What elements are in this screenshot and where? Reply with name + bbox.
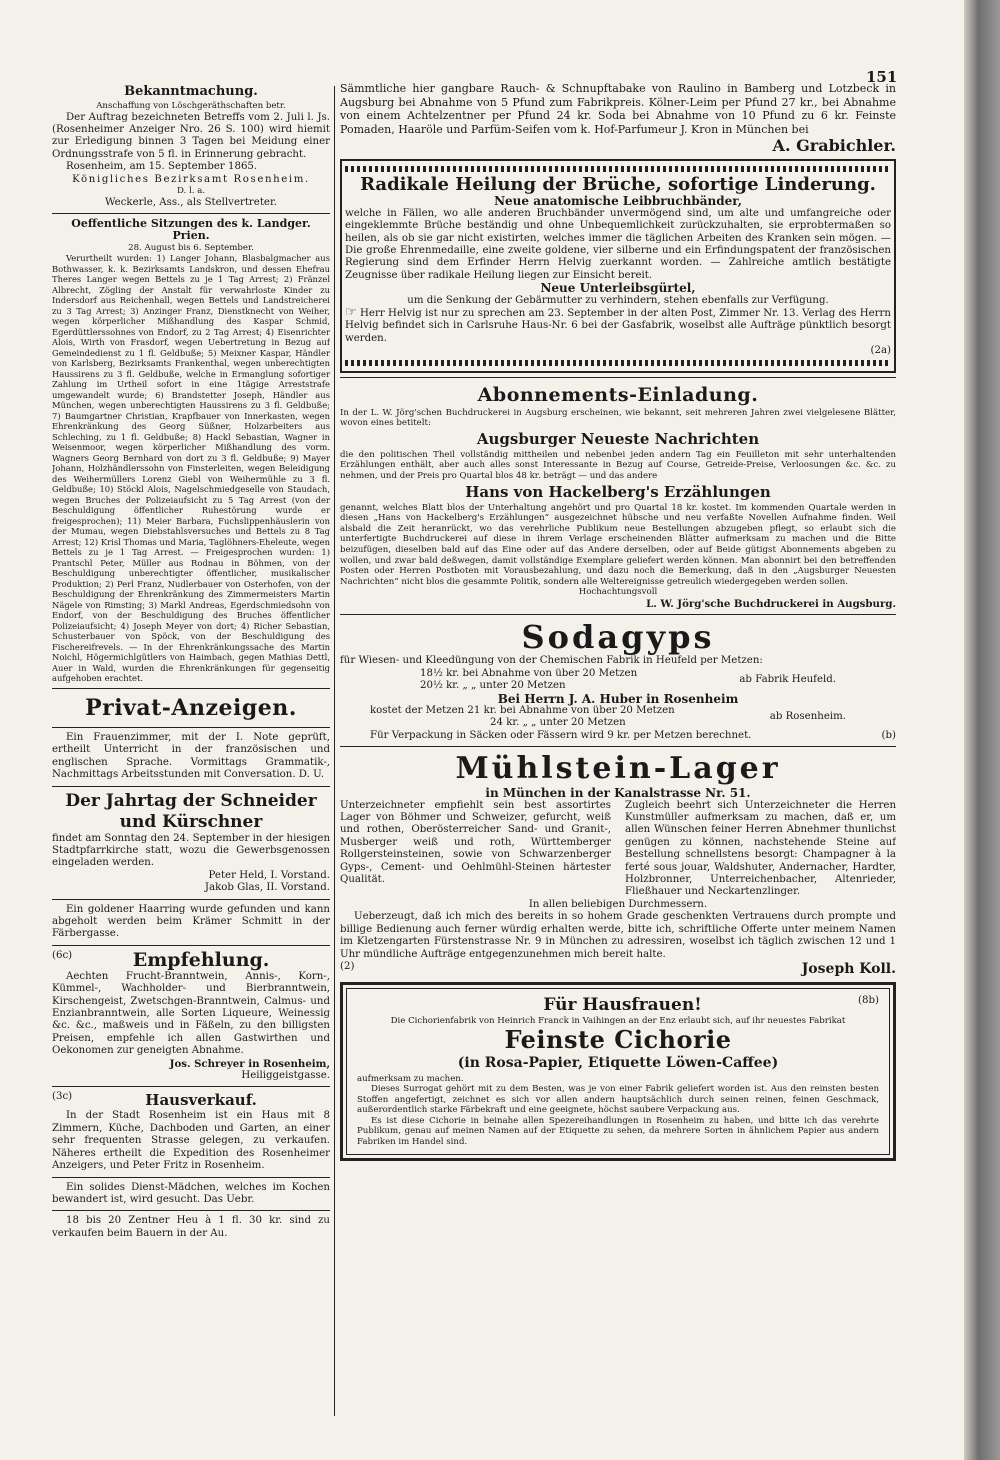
french-lessons-ad: Ein Frauenzimmer, mit der I. Note geprüft, ertheilt Unterricht in der französischen und englischen Sprache. Vormittags Grammatik-, Nachmittags Arbeitsstunden mit Conversation. D. U. [52,731,330,781]
soda-number: (b) [881,729,896,741]
divider [52,213,330,214]
haus-header [52,1091,330,1110]
cich-sub: (in Rosa-Papier, Etiquette Löwen-Caffee) [457,1054,779,1071]
sitz-body: Verurtheilt wurden: 1) Langer Johann, Blasbalgmacher aus Bothwasser, k. k. Bezirksamts Landskron, und dessen Ehefrau Theres Langer wegen Bettels zu je 1 Tag Arrest; 2) Fränzel Albrecht, Zögling der Anstalt für verwahrloste Kinder zu Indersdorf aus Reichenhall, wegen Bettels und Landstreicherei zu 3 Tag Arrest; 3) Anzinger Franz, Dienstknecht von Weiher, wegen körperlicher Mißhandlung des Kaspar Schmid, Egerdüttlerssohnes von Endorf, zu 2 Tag Arrest; 4) Eisenrichter Alois, Wirth von Frasdorf, wegen Uebertretung in Bezug auf Gemeindedienst zu 1 fl. Geldbuße; 5) Meixner Kaspar, Händler von Karlsberg, Bezirksamts Frankenthal, wegen unberechtigten Haussirens zu 3 fl. Geldbuße, welche in Ermanglung sofortiger Zahlung im Urtheil sofort in eine 1tägige Arreststrafe umgewandelt wurde; 6) Brandstetter Joseph, Händler aus München, wegen unberechtigten Haussirens zu 3 fl. Geldbuße; 7) Baumgartner Christian, Krapfbauer von Innerkasten, wegen Ehrenkränkung des Georg Süßner, Holzarbeiters aus Schleching, zu 1 fl. Geldbuße; 8) Hackl Sebastian, Wagner in Weisenmoor, wegen körperlicher Mißhandlung des vorm. Wagners Georg Bernhard von dort zu 3 fl. Geldbuße; 9) Mayer Johann, Holzhändlerssohn von Finsterleiten, wegen Beleidigung des Weihermüllers Lorenz Giebl von Weihermühle zu 3 fl. Geldbuße; 10) Stöckl Alois, Nagelschmiedgeselle von Staudach, wegen Bruches der Polizeiaufsicht zu 5 Tag Arrest (von der Beschuldigung öffentlicher Ruhestörung wurde er freigesprochen); 11) Meier Barbara, Fuchslippenhäuslerin von der Mumau, wegen Diebstahlsversuches und Bettels zu 8 Tag Arrest; 12) Krisl Thomas und Maria, Taglöhners-Eheleute, wegen Bettels zu je 1 Tag Arrest. — Freigesprochen wurden: 1) Prantschl Peter, Müller aus Rodnau in Böhmen, von der Beschuldigung unberechtigter öffentlicher, musikalischer Produktion; 2) Perl Franz, Nudlerbauer von Osterhofen, von der Beschuldigung der Ehrenkränkung des Zimmermeisters Martin Nägele von Rimsting; 3) Markl Andreas, Egerdschmiedsohn von Endorf, von der Beschuldigung des Bruches öffentlicher Polizeiaufsicht; 4) Joseph Meyer von dort; 4) Richer Sebastian, Schusterbauer von Spöck, von der Beschuldigung des Fischereifrevels. — In der Ehrenkränkungssache des Martin Noichl, Högermichlgütlers von Haimbach, gegen Mathias Dettl, Auer in Wald, wurden die Ehrenkränkungen für gegenseitig aufgehoben erachtet. [52,253,330,684]
bruch-body-3-wrap [345,307,891,345]
sitz-title: Oeffentliche Sitzungen des k. Landger. Prien. [71,217,311,243]
muehl-title: Mühlstein-Lager [455,751,781,787]
bek-office: Königliches Bezirksamt Rosenheim. [72,173,310,185]
ornament-border [345,360,891,366]
right-column [340,82,896,1432]
soda-price-block-1 [340,668,896,693]
soda-prices-1 [420,668,637,693]
soda-line-4: 24 kr. „ „ unter 20 Metzen [490,717,626,729]
bruch-number: (2a) [870,345,891,357]
tabak-body: Sämmtliche hier gangbare Rauch- & Schnupftabake von Raulino in Bamberg und Lotzbeck in Augsburg bei Abnahme von 5 Pfund zum Fabrikpreis. Kölner-Leim per Pfund 27 kr., bei Abnahme von einem Achtelzentner per Pfund 24 kr. Soda bei Abnahme von 10 Pfund zu 6 kr. Feinste Pomaden, Haaröle und Parfüm-Seifen vom k. Hof-Parfumeur J. Kron in München bei [340,82,896,136]
muehl-left: Unterzeichneter empfiehlt sein best assortirtes Lager von Böhmer und Schweizer, gefurcht, weiß und rothen, Oberösterreicher Sand- und Granit-, Musberger weiß und roth, Württemberger Rollgersteinsteinen, sowie von Schwarzenberger Gyps-, Cement- und Oehlmühl-Steinen härtester Qualität. [340,799,611,886]
pointing-hand-icon: ☞ [345,305,357,321]
muehl-sub: in München in der Kanalstrasse Nr. 51. [485,786,751,801]
column-rule [334,86,335,1416]
bek-subtitle: Anschaffung von Löschgeräthschaften betr. [96,101,286,111]
sitz-dates: 28. August bis 6. September. [128,242,254,253]
divider [52,688,330,689]
soda-price-block-2 [340,705,896,730]
ornament-border [345,166,891,172]
cich-body-2: Es ist diese Cichorie in beinahe allen Spezereihandlungen in Rosenheim zu haben, und bitte ich das verehrte Publikum, genau auf meinen Namen auf der Etiquette zu sehen, da mehrere Sorten in ähnlichem Papier aus andern Fabriken im Handel sind. [357,1115,879,1148]
soda-line-3: kostet der Metzen 21 kr. bei Abnahme von über 20 Metzen [370,705,675,716]
divider [340,746,896,747]
heu-ad: 18 bis 20 Zentner Heu à 1 fl. 30 kr. sind zu verkaufen beim Bauern in der Au. [52,1215,330,1239]
soda-line-2: 20½ kr. „ „ unter 20 Metzen [420,680,566,692]
tabak-sign: A. Grabichler. [772,136,896,156]
bruch-ad-box [340,159,896,372]
jahrtag-title-2: und Kürschner [119,811,263,832]
bek-sign: Weckerle, Ass., als Stellvertreter. [105,196,277,208]
bruch-body-3: Herr Helvig ist nur zu sprechen am 23. September in der alten Post, Zimmer Nr. 13. Verlag des Herrn Helvig befindet sich in Carlsruhe Haus-Nr. 6 bei der Gasfabrik, woselbst alle Aufträge pünktlich besorgt werden. [345,308,891,344]
muehl-number: (2) [340,960,355,972]
divider [52,899,330,900]
soda-line-1: 18½ kr. bei Abnahme von über 20 Metzen [420,667,638,679]
abo-intro: In der L. W. Jörg'schen Buchdruckerei in Augsburg erscheinen, wie bekannt, seit mehreren Jahren zwei vielgelesene Blätter, wovon eines betitelt: [340,407,896,429]
empf-sign-2: Heiliggeistgasse. [241,1070,330,1082]
divider [52,727,330,728]
haus-title: Hausverkauf. [145,1091,257,1110]
bruch-title: Radikale Heilung der Brüche, sofortige Linderung. [360,174,876,196]
divider [52,1177,330,1178]
abo-paper-2: Hans von Hackelberg's Erzählungen [465,482,771,501]
dienst-ad: Ein solides Dienst-Mädchen, welches im Kochen bewandert ist, wird gesucht. Das Uebr. [52,1181,330,1205]
haus-number: (3c) [52,1091,73,1103]
abo-title: Abonnements-Einladung. [477,383,759,406]
cich-haus-title: Für Hausfrauen! [543,994,702,1015]
divider [52,1210,330,1211]
jahrtag-title-1: Der Jahrtag der Schneider [65,790,317,811]
cich-title: Feinste Cichorie [504,1024,732,1054]
abo-paper-1: Augsburger Neueste Nachrichten [476,429,760,448]
haarring-ad: Ein goldener Haarring wurde gefunden und kann abgeholt werden beim Krämer Schmitt in der Färbergasse. [52,903,330,940]
soda-footer [340,730,896,742]
bruch-sub-2: Neue Unterleibsgürtel, [540,281,696,296]
divider [340,614,896,615]
cich-header [357,995,879,1016]
empf-header [52,950,330,971]
jahrtag-body: findet am Sonntag den 24. September in der hiesigen Stadtpfarrkirche statt, wozu die Gewerbsgenossen eingeladen werden. [52,832,330,869]
bek-date: Rosenheim, am 15. September 1865. [66,161,258,173]
soda-loc-1: ab Fabrik Heufeld. [739,673,836,685]
soda-loc-2: ab Rosenheim. [769,711,846,723]
empf-number: (6c) [52,949,73,961]
abo-body-2: genannt, welches Blatt blos der Unterhaltung angehört und pro Quartal 18 kr. kostet. Im kommenden Quartale werden in diesen „Hans von Hackelberg's Erzählungen“ ausgezeichnet hübsche und neu verfaßte Novellen Aufnahme finden. Weil alsbald die Zeit heranrückt, wo das verehrliche Publikum neue Bestellungen abzugeben pflegt, so erlaubt sich die unterfertigte Buchdruckerei auf diese in ihrem Verlage erscheinenden Blätter aufmerksam zu machen und die Bitte beizufügen, dieselben bald auf das Eine oder auf das Andere derselben, oder auf Beide gütigst Abonnements abgeben zu wollen, und zwar bald deßwegen, damit vollständige Exemplare geliefert werden können. Man abonnirt bei den betreffenden Posten oder Herren Postboten mit Vorausbezahlung, und dazu noch die Bemerkung, daß in den „Augsburger Neuesten Nachrichten“ nicht blos die gesammte Politik, sondern alle Weltereignisse getreulich wiedergegeben werden sollen. [340,502,896,587]
abo-sign: L. W. Jörg'sche Buchdruckerei in Augsburg. [646,597,896,610]
page-number: 151 [866,68,898,86]
jahrtag-sign-2: Jakob Glas, II. Vorstand. [204,882,330,894]
cich-body-1: Dieses Surrogat gehört mit zu dem Besten, was je von einer Fabrik geliefert worden ist. Aus den reinsten besten Stoffen angefertigt, zeichnet es sich vor allen andern hauptsächlich durch seinen reinen, feinen Geschmack, außerordentlich starke Färbekraft und eine geeignete, höchst saubere Verpackung aus. [357,1084,879,1116]
abo-body-1: die den politischen Theil vollständig mittheilen und nebenbei jeden andern Tag ein Feuilleton mit sehr unterhaltenden Erzählungen enthält, aber auch alles sonst Interessante in Bezug auf Course, Getreide-Preise, Verloosungen &c. &c. zu nehmen, und der Preis pro Quartal blos 48 kr. beträgt — und das andere [340,449,896,482]
bek-dla: D. l. a. [176,186,206,197]
bek-body: Der Auftrag bezeichneten Betreffs vom 2. Juli l. Js. (Rosenheimer Anzeiger Nro. 26 S. 100) wird hiemit zur Erledigung binnen 3 Tagen bei Meidung einer Ordnungsstrafe von 5 fl. in Erinnerung gebracht. [52,111,330,160]
cich-body-0: aufmerksam zu machen. [357,1073,464,1084]
cich-number: (8b) [858,994,879,1006]
muehl-sign: Joseph Koll. [801,960,896,977]
divider [340,377,896,378]
divider [52,1086,330,1087]
bruch-body-2: um die Senkung der Gebärmutter zu verhindern, stehen ebenfalls zur Verfügung. [407,294,829,306]
empf-title: Empfehlung. [132,948,270,971]
soda-intro: für Wiesen- und Kleedüngung von der Chemischen Fabrik in Heufeld per Metzen: [340,655,763,667]
soda-title: Sodagyps [521,618,715,657]
divider [52,945,330,946]
soda-body: Für Verpackung in Säcken oder Fässern wird 9 kr. per Metzen berechnet. [370,729,752,741]
muehl-footer [340,961,896,977]
empf-sign-1: Jos. Schreyer in Rosenheim, [169,1057,330,1070]
page-edge [964,0,1000,1460]
haus-body: In der Stadt Rosenheim ist ein Haus mit 8 Zimmern, Küche, Dachboden und Garten, an einer sehr frequenten Strasse gelegen, zu verkaufen. Näheres ertheilt die Expedition des Rosenheimer Anzeigers, und Peter Fritz in Rosenheim. [52,1110,330,1172]
soda-prices-2 [370,705,675,730]
muehl-body: Ueberzeugt, daß ich mich des bereits in so hohem Grade geschenkten Vertrauens durch prompte und billige Bedienung auch ferner würdig erhalten werde, bitte ich, schriftliche Offerte unter meinem Namen im Kletzengarten Fürstenstrasse Nr. 9 in München zu adressiren, woselbst ich täglich zwischen 12 und 1 Uhr mündliche Aufträge entgegenzunehmen mich bereit halte. [340,911,896,960]
jahrtag-sign-1: Peter Held, I. Vorstand. [208,869,330,881]
soda-huber: Bei Herrn J. A. Huber in Rosenheim [497,691,739,706]
bruch-sub: Neue anatomische Leibbruchbänder, [494,194,742,209]
cich-intro: Die Cichorienfabrik von Heinrich Franck in Vaihingen an der Enz erlaubt sich, auf ihr neuestes Fabrikat [390,1015,846,1026]
muehl-sizes: In allen beliebigen Durchmessern. [528,898,708,910]
empf-body: Aechten Frucht-Branntwein, Annis-, Korn-, Kümmel-, Wachholder- und Bierbranntwein, Kirschengeist, Zwetschgen-Branntwein, Calmus- und Enzianbranntwein, alle Sorten Liqueure, Weinessig &c. &c., maßweis und in Fäßeln, zu den billigsten Preisen, empfehle ich allen Gastwirthen und Oekonomen zur geneigten Abnahme. [52,970,330,1057]
cichorie-inner-frame [346,988,890,1155]
divider [52,786,330,787]
left-column [52,82,330,1432]
bek-title: Bekanntmachung. [124,84,258,99]
bruch-body: welche in Fällen, wo alle anderen Bruchbänder unvermögend sind, um alte und umfangreiche oder eingeklemmte Brüche beständig und ohne Unbequemlichkeit zurückzuhalten, sie erprobtermaßen so heilen, als ob sie gar nicht existirten, welches immer die täglichen Arbeiten des Kranken sein mögen. — Die große Ehrenmedaille, eine zweite goldene, vier silberne und ein Erfindungspatent der französischen Regierung sind dem Erfinder Herrn Helvig zuerkannt worden. — Zahlreiche amtlich bestätigte Zeugnisse über radikale Heilung liegen zur Einsicht bereit. [345,207,891,281]
abo-hoch: Hochachtungsvoll [578,587,658,598]
privat-title: Privat-Anzeigen. [85,694,297,721]
muehl-right: Zugleich beehrt sich Unterzeichneter die Herren Kunstmüller aufmerksam zu machen, daß er, um allen Wünschen feiner Herren Abnehmer thunlichst genügen zu können, nachstehende Steine auf Bestellung schnellstens besorgt: Champagner à la ferté sous jouar, Waldshuter, Andernacher, Hardter, Holzbronner, Unterreichenbacher, Altenrieder, Fließhauer und Neckartenzlinger. [625,799,896,898]
cichorie-ad-box [340,982,896,1161]
muehl-columns [340,800,896,899]
